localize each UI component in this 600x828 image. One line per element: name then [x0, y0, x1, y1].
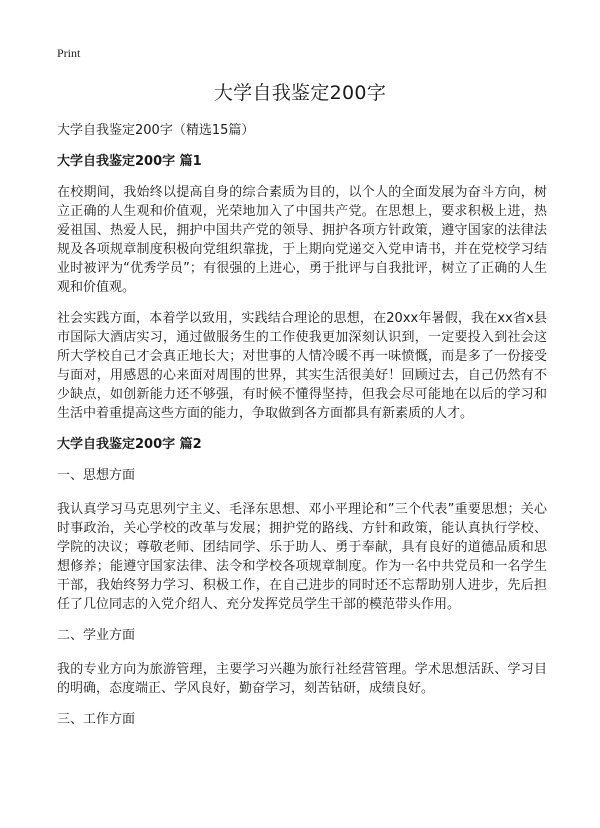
- sub-heading: 二、学业方面: [57, 628, 136, 643]
- article-body: [57, 121, 547, 744]
- paragraph: 我认真学习马克思列宁主义、毛泽东思想、邓小平理论和”三个代表”重要思想；关心时事政治，关心学校的改革与发展；拥护党的路线、方针和政策，能认真执行学校、学院的决议；尊敬老师、团结同学、乐于助人、勇于奉献，具有良好的道德品质和思想修养；能遵守国家法律、法令和学校各项规章制度。作为一名中共党员和一名学生干部，我始终努力学习、积极工作，在自己进步的同时还不忘帮助别人进步，先后担任了几位同志的入党介绍人、充分发挥党员学生干部的模范带头作用。: [57, 502, 547, 612]
- sub-heading: 一、思想方面: [57, 468, 136, 483]
- page-title: 大学自我鉴定200字: [213, 82, 387, 104]
- article-subtitle: 大学自我鉴定200字（精选15篇）: [57, 123, 255, 138]
- print-link[interactable]: Print: [57, 46, 81, 60]
- paragraph: 我的专业方向为旅游管理，主要学习兴趣为旅行社经营管理。学术思想活跃、学习目的明确，态度端正、学风良好，勤奋学习，刻苦钻研，成绩良好。: [57, 662, 547, 696]
- sub-heading: 三、工作方面: [57, 712, 136, 727]
- section-heading: 大学自我鉴定200字 篇2: [57, 437, 202, 452]
- paragraph: 社会实践方面，本着学以致用，实践结合理论的思想，在20xx年暑假，我在xx省x县市国际大酒店实习，通过做服务生的工作使我更加深刻认识到，一定要投入到社会这所大学校自己才会真正地长大；对世事的人情冷暖不再一味愤慨，而是多了一份接受与面对，用感恩的心来面对周围的世界，其实生活很美好！回顾过去，自己仍然有不少缺点，如创新能力还不够强，有时候不懂得坚持，但我会尽可能地在以后的学习和生活中着重提高这些方面的能力，争取做到各方面都具有新素质的人才。: [57, 311, 547, 421]
- section-heading: 大学自我鉴定200字 篇1: [57, 154, 202, 169]
- paragraph: 在校期间，我始终以提高自身的综合素质为目的，以个人的全面发展为奋斗方向，树立正确的人生观和价值观，光荣地加入了中国共产党。在思想上，要求积极上进，热爱祖国、热爱人民，拥护中国共产党的领导、拥护各项方针政策，遵守国家的法律法规及各项规章制度积极向党组织靠拢，于上期向党递交入党申请书，并在党校学习结业时被评为“优秀学员”；有很强的上进心，勇于批评与自我批评，树立了正确的人生观和价值观。: [57, 185, 547, 295]
